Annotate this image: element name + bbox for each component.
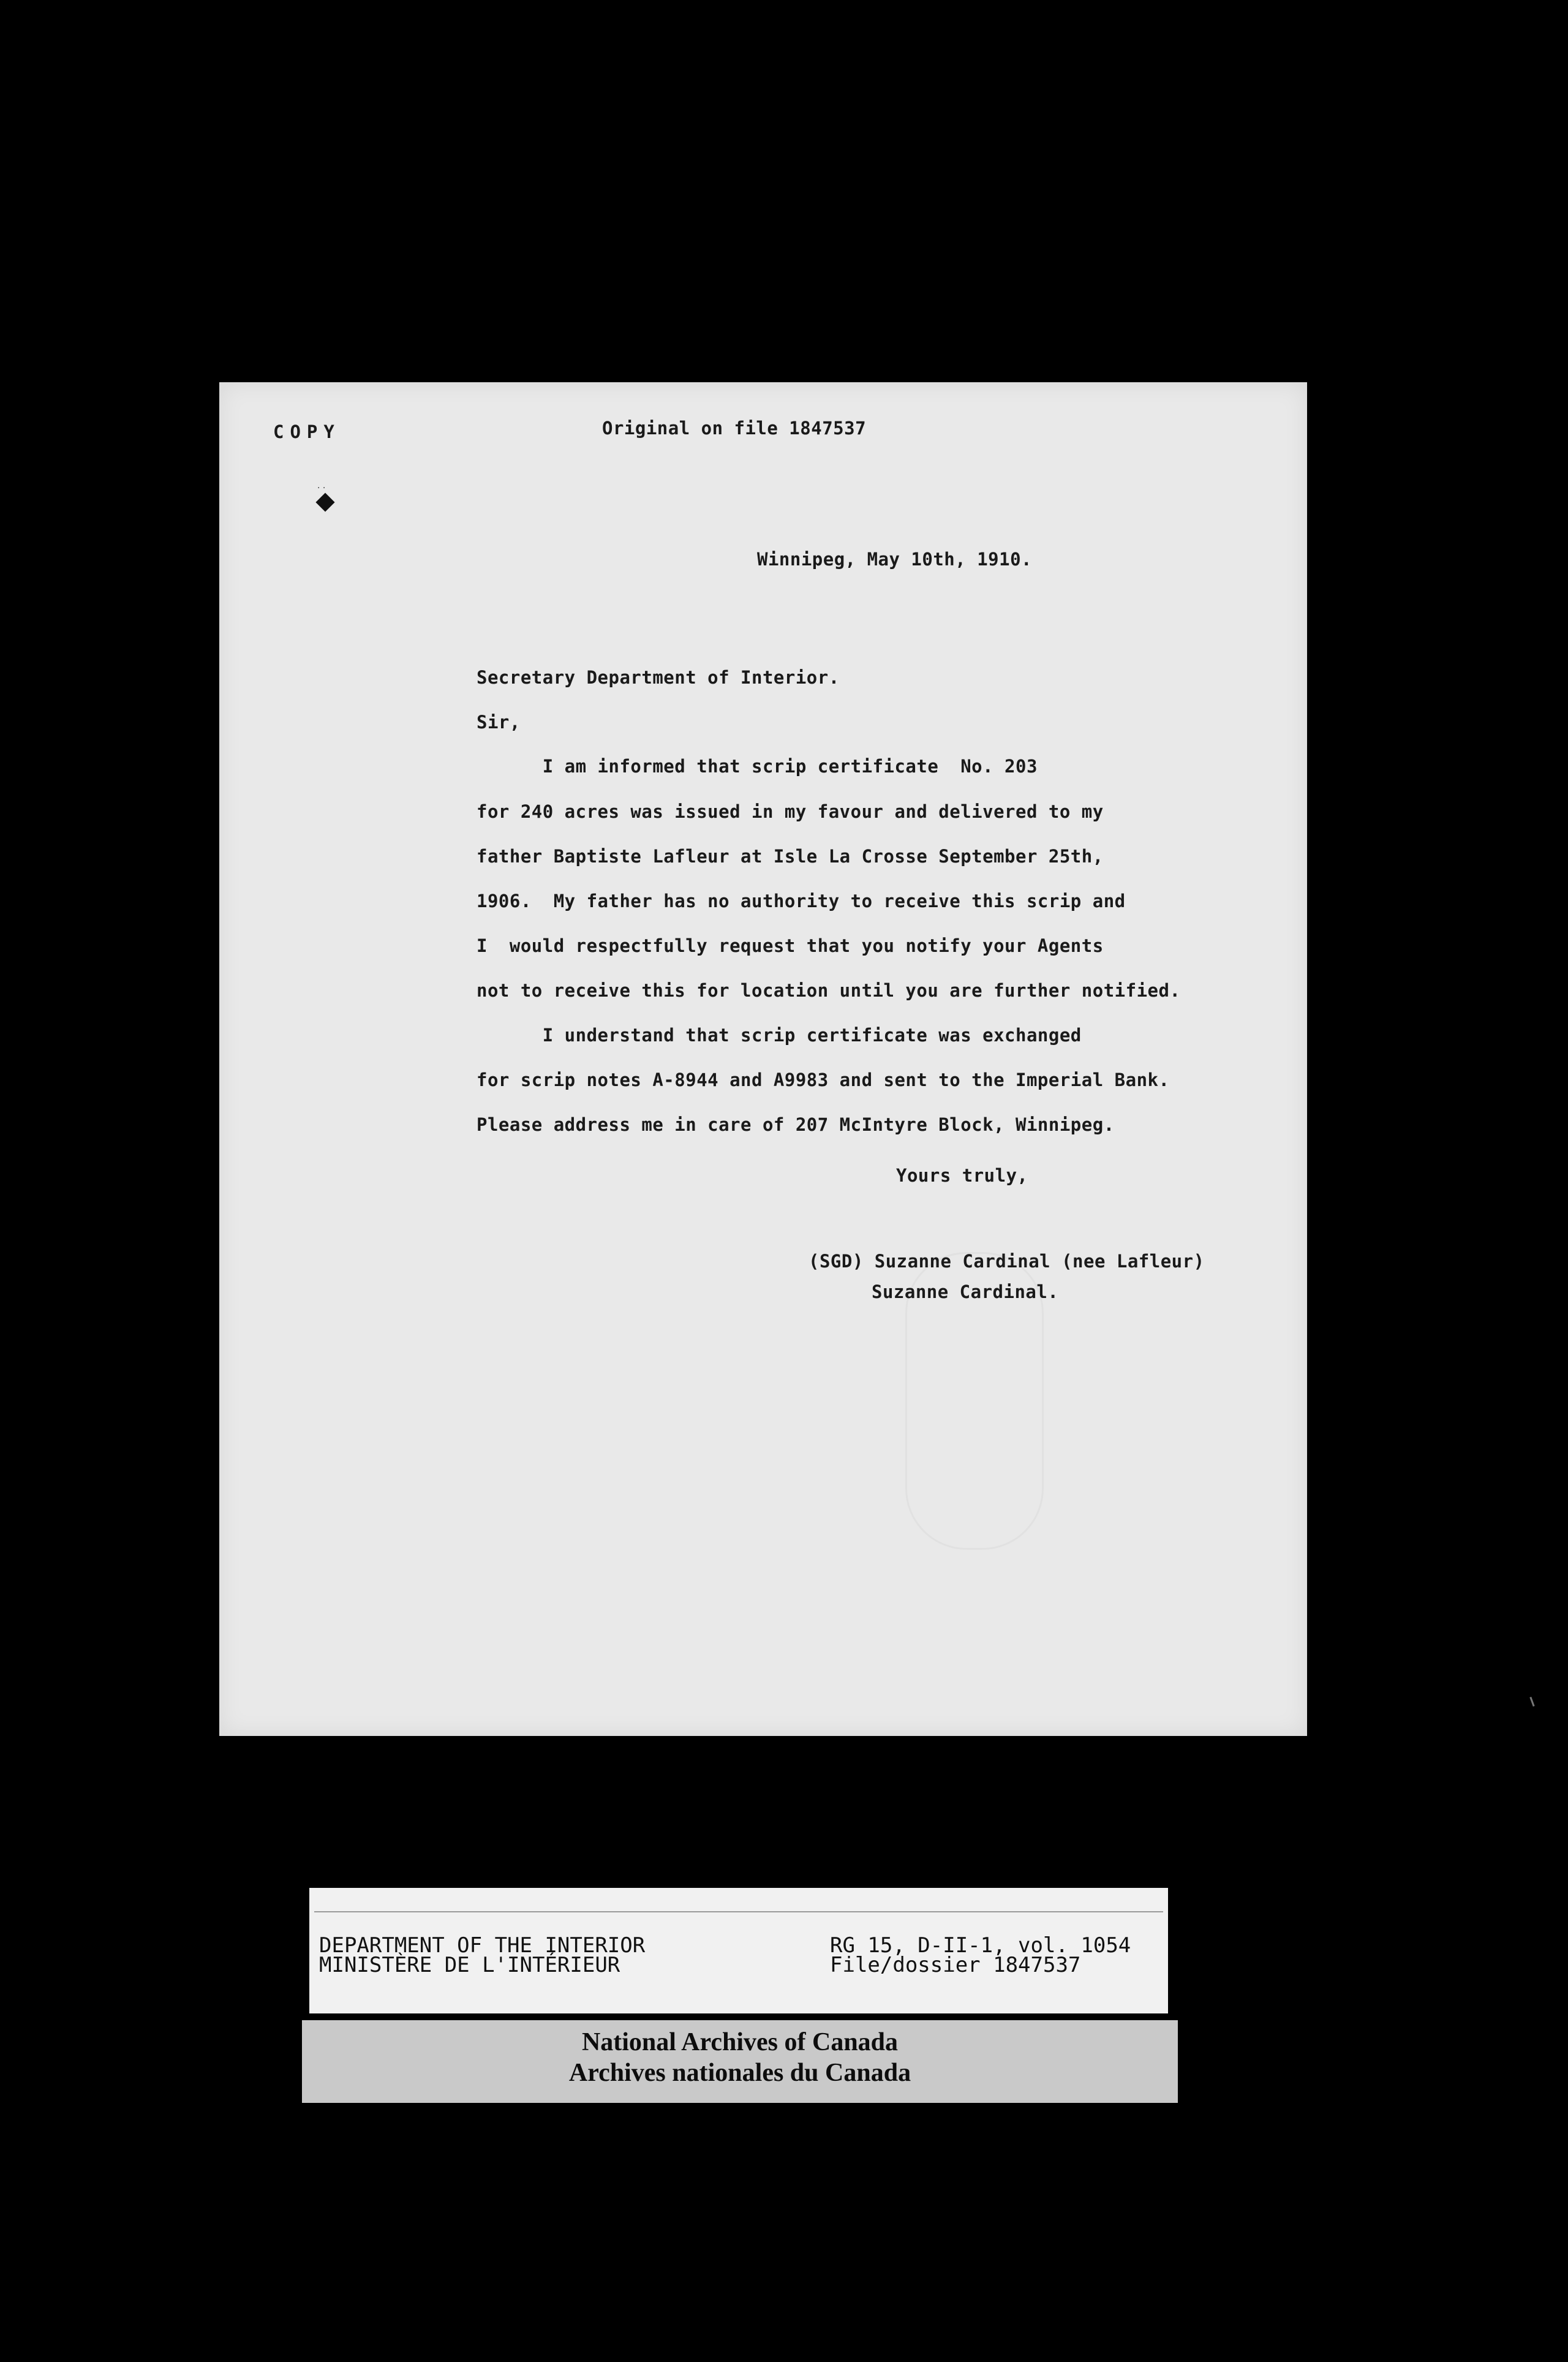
salutation: Sir,	[477, 712, 521, 733]
closing: Yours truly,	[896, 1165, 1028, 1186]
signature-name: Suzanne Cardinal.	[872, 1281, 1059, 1302]
department-label	[309, 1888, 1168, 2013]
body-line: not to receive this for location until you are further notified.	[477, 980, 1181, 1001]
body-line: 1906. My father has no authority to receive this scrip and	[477, 891, 1126, 911]
archives-label	[302, 2020, 1178, 2103]
diamond-mark-icon	[315, 492, 334, 511]
body-line: Please address me in care of 207 McIntyre Block, Winnipeg.	[477, 1114, 1115, 1135]
body-line: for scrip notes A-8944 and A9983 and sent to the Imperial Bank.	[477, 1070, 1170, 1090]
file-number: File/dossier 1847537	[830, 1953, 1081, 1977]
archives-name-en: National Archives of Canada	[581, 2028, 899, 2056]
stamp-dots: · ·	[317, 483, 326, 493]
body-line: I would respectfully request that you notify your Agents	[477, 935, 1104, 956]
signature-line: (SGD) Suzanne Cardinal (nee Lafleur)	[809, 1251, 1205, 1272]
record-group: RG 15, D-II-1, vol. 1054	[830, 1933, 1131, 1958]
body-line: for 240 acres was issued in my favour and delivered to my	[477, 801, 1104, 822]
body-line: I understand that scrip certificate was exchanged	[477, 1025, 1082, 1046]
department-name-fr: MINISTÈRE DE L'INTÉRIEUR	[319, 1953, 620, 1977]
label-divider	[314, 1911, 1163, 1912]
letter-date: Winnipeg, May 10th, 1910.	[757, 549, 1032, 570]
letter-page	[219, 382, 1307, 1736]
department-name-en: DEPARTMENT OF THE INTERIOR	[319, 1933, 646, 1958]
copy-mark: COPY	[273, 421, 341, 442]
archives-name-fr: Archives nationales du Canada	[568, 2059, 911, 2087]
body-line: I am informed that scrip certificate No. 203	[477, 756, 1038, 777]
faint-stamp	[905, 1252, 1044, 1550]
original-file-reference: Original on file 1847537	[602, 418, 867, 439]
film-speck	[1529, 1697, 1534, 1707]
addressee: Secretary Department of Interior.	[477, 667, 840, 688]
body-line: father Baptiste Lafleur at Isle La Crosse September 25th,	[477, 846, 1104, 867]
